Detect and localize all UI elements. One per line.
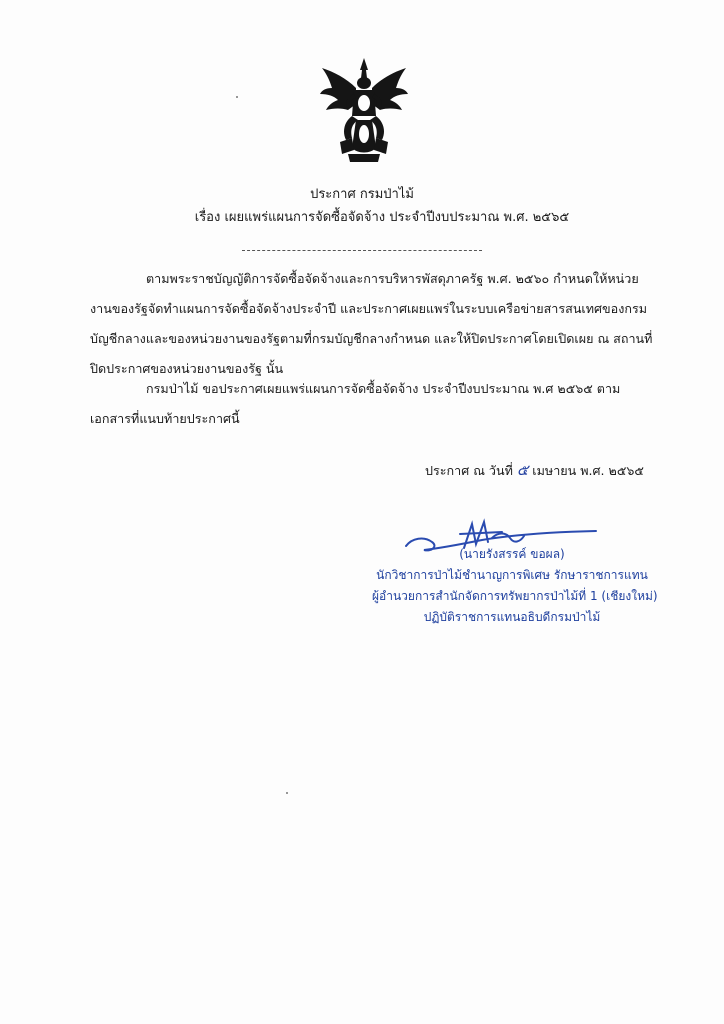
- signatory-position-2: ผู้อำนวยการสำนักจัดการทรัพยากรป่าไม้ที่ 1 (เชียงใหม่): [372, 589, 658, 603]
- body-paragraph-2: กรมป่าไม้ ขอประกาศเผยแพร่แผนการจัดซื้อจัดจ้าง ประจำปีงบประมาณ พ.ศ ๒๕๖๕ ตามเอกสารที่แนบท้ายประกาศนี้: [90, 381, 621, 426]
- date-month-year: เมษายน พ.ศ. ๒๕๖๕: [532, 463, 644, 478]
- announcement-subject: เรื่อง เผยแพร่แผนการจัดซื้อจัดจ้าง ประจำปีงบประมาณ พ.ศ. ๒๕๖๕: [194, 210, 570, 225]
- scan-speck: [286, 792, 288, 794]
- signatory-name: (นายรังสรรค์ ขอผล): [459, 547, 565, 561]
- body-paragraph-1: ตามพระราชบัญญัติการจัดซื้อจัดจ้างและการบริหารพัสดุภาครัฐ พ.ศ. ๒๕๖๐ กำหนดให้หน่วยงานของรัฐจัดทำแผนการจัดซื้อจัดจ้างประจำปี และประกาศเผยแพร่ในระบบเครือข่ายสารสนเทศของกรมบัญชีกลางและของหน่วยงานของรัฐตามที่กรมบัญชีกลางกำหนด และให้ปิดประกาศโดยเปิดเผย ณ สถานที่ปิดประกาศของหน่วยงานของรัฐ นั้น: [90, 271, 653, 376]
- date-day-handwritten: ๕: [516, 461, 529, 479]
- garuda-emblem-icon: [318, 58, 410, 162]
- scan-speck: [236, 96, 238, 98]
- announcement-date: [425, 458, 644, 482]
- signatory-block: [372, 544, 658, 628]
- announcement-title: ประกาศ กรมป่าไม้: [310, 187, 414, 202]
- date-prefix: ประกาศ ณ วันที่: [425, 463, 513, 478]
- signatory-position-3: ปฏิบัติราชการแทนอธิบดีกรมป่าไม้: [423, 610, 601, 624]
- signatory-position-1: นักวิชาการป่าไม้ชำนาญการพิเศษ รักษาราชการแทน: [376, 568, 648, 582]
- dashed-divider: [242, 250, 482, 251]
